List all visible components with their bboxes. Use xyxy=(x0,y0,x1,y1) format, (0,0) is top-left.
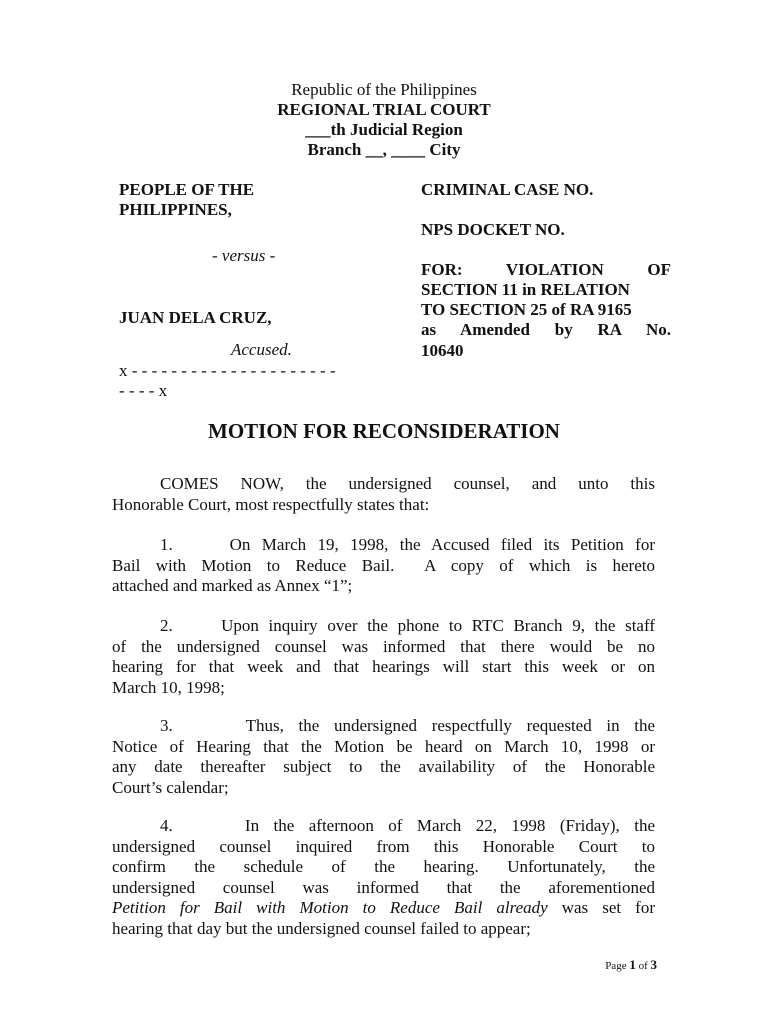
page-total: 3 xyxy=(650,957,657,972)
page-word: Page xyxy=(605,960,627,972)
paragraph-line: Bail with Motion to Reduce Bail. A copy of which is hereto xyxy=(112,555,655,575)
intro-paragraph xyxy=(112,474,655,515)
header-republic: Republic of the Philippines xyxy=(291,80,477,99)
paragraph-line: undersigned counsel was informed that the aforementioned xyxy=(112,877,655,897)
charge-line-1: FOR: VIOLATION OF xyxy=(421,260,671,279)
paragraph-line: Notice of Hearing that the Motion be heard on March 10, 1998 or xyxy=(112,736,655,756)
accused-name: JUAN DELA CRUZ, xyxy=(119,308,272,327)
paragraph-line: hearing that day but the undersigned counsel failed to appear; xyxy=(112,918,531,938)
paragraph-line: 2. Upon inquiry over the phone to RTC Branch 9, the staff xyxy=(160,616,655,635)
paragraph-4 xyxy=(112,816,655,939)
header-court: REGIONAL TRIAL COURT xyxy=(277,100,491,119)
paragraph-line-tail: was set for xyxy=(547,898,655,917)
charge-line-5: 10640 xyxy=(421,341,464,360)
paragraph-line: attached and marked as Annex “1”; xyxy=(112,576,353,595)
plaintiff-line-2: PHILIPPINES, xyxy=(119,200,232,219)
paragraph-line: 1. On March 19, 1998, the Accused filed its Petition for xyxy=(160,535,655,554)
versus-label: - versus - xyxy=(212,246,276,265)
paragraph-line: any date thereafter subject to the availability of the Honorable xyxy=(112,757,655,776)
criminal-case-no: CRIMINAL CASE NO. xyxy=(421,180,594,199)
paragraph-line: 4. In the afternoon of March 22, 1998 (Friday), the xyxy=(160,816,655,835)
intro-line: Honorable Court, most respectfully states that: xyxy=(112,494,430,514)
paragraph-line: undersigned counsel inquired from this Honorable Court to xyxy=(112,836,655,856)
paragraph-line: confirm the schedule of the hearing. Unfortunately, the xyxy=(112,857,655,876)
paragraph-line: 3. Thus, the undersigned respectfully requested in the xyxy=(160,716,655,735)
of-word: of xyxy=(638,960,648,972)
paragraph-line: Court’s calendar; xyxy=(112,777,229,797)
paragraph-line: of the undersigned counsel was informed that there would be no xyxy=(112,636,655,656)
charge-line-4: as Amended by RA No. xyxy=(421,320,671,339)
header-region: ___th Judicial Region xyxy=(305,120,463,139)
paragraph-2 xyxy=(112,616,655,698)
petition-title-italic: Petition for Bail with Motion to Reduce Bail already xyxy=(112,898,548,917)
x-line-1: x - - - - - - - - - - - - - - - - - - - - - xyxy=(119,361,336,380)
charge-line-2: SECTION 11 in RELATION xyxy=(421,280,630,299)
document-title: MOTION FOR RECONSIDERATION xyxy=(208,419,560,443)
x-line-2: - - - - x xyxy=(119,381,168,400)
plaintiff-line-1: PEOPLE OF THE xyxy=(119,180,255,199)
accused-label: Accused. xyxy=(231,340,292,359)
page-current: 1 xyxy=(629,957,636,972)
paragraph-3 xyxy=(112,716,655,798)
charge-line-3: TO SECTION 25 of RA 9165 xyxy=(421,300,632,319)
intro-line: COMES NOW, the undersigned counsel, and unto this xyxy=(160,474,655,493)
header-branch: Branch __, ____ City xyxy=(307,140,461,159)
paragraph-line: March 10, 1998; xyxy=(112,677,225,697)
paragraph-line: hearing for that week and that hearings will start this week or on xyxy=(112,657,655,676)
nps-docket-no: NPS DOCKET NO. xyxy=(421,220,565,239)
paragraph-1 xyxy=(112,535,655,597)
page-number xyxy=(605,957,657,973)
